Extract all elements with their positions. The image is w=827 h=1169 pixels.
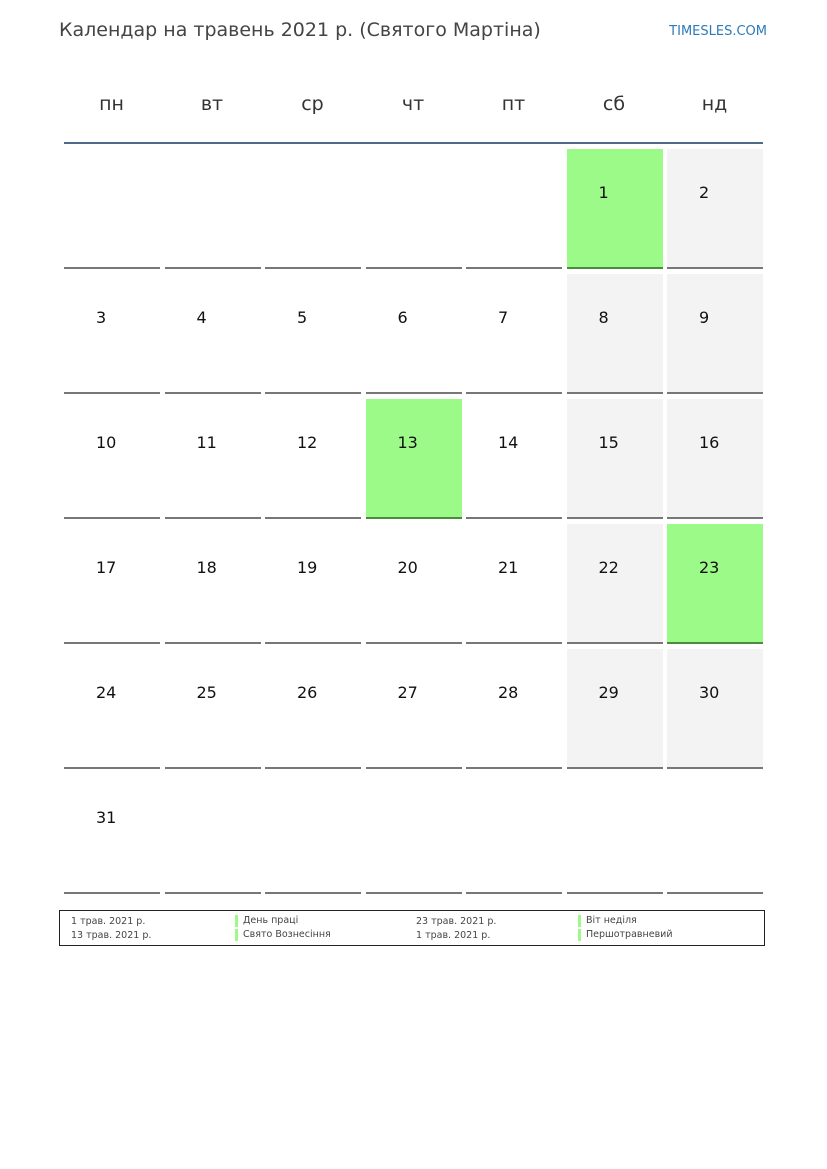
weekday-fri: пт: [501, 93, 526, 115]
day-number: 16: [699, 433, 720, 452]
day-number: 1: [598, 183, 609, 202]
empty-day-cell: [265, 774, 361, 894]
empty-day-cell: [567, 774, 663, 894]
empty-day-cell: [366, 774, 462, 894]
day-cell: [64, 274, 160, 394]
empty-day-cell: [165, 149, 261, 269]
day-number: 26: [297, 683, 318, 702]
day-number: 23: [699, 558, 720, 577]
day-cell: [567, 399, 663, 519]
day-cell: [366, 524, 462, 644]
day-number: 30: [699, 683, 720, 702]
day-number: 21: [498, 558, 519, 577]
day-cell: [265, 524, 361, 644]
day-cell: [366, 274, 462, 394]
day-number: 29: [598, 683, 619, 702]
legend-holiday-name: Віт неділя: [578, 915, 637, 927]
site-brand-link[interactable]: TIMESLES.COM: [669, 24, 767, 39]
day-number: 8: [598, 308, 609, 327]
legend-date: 1 трав. 2021 р.: [416, 930, 491, 941]
day-cell: [64, 399, 160, 519]
day-number: 22: [598, 558, 619, 577]
day-number: 14: [498, 433, 519, 452]
day-number: 12: [297, 433, 318, 452]
holiday-legend: [59, 910, 765, 946]
day-cell: [667, 149, 763, 269]
weekday-mon: пн: [99, 93, 124, 115]
day-cell: [64, 649, 160, 769]
day-cell: [567, 274, 663, 394]
day-cell: [667, 524, 763, 644]
header-divider: [64, 142, 763, 144]
legend-holiday-name: Першотравневий: [578, 929, 673, 941]
day-number: 27: [397, 683, 418, 702]
day-cell: [567, 524, 663, 644]
day-number: 20: [397, 558, 418, 577]
weekday-wed: ср: [301, 93, 324, 115]
weekday-sun: нд: [701, 93, 728, 115]
legend-date: 13 трав. 2021 р.: [71, 930, 152, 941]
day-cell: [667, 399, 763, 519]
day-number: 4: [196, 308, 207, 327]
legend-date: 1 трав. 2021 р.: [71, 916, 146, 927]
empty-day-cell: [165, 774, 261, 894]
day-number: 2: [699, 183, 710, 202]
empty-day-cell: [466, 149, 562, 269]
day-cell: [466, 274, 562, 394]
day-cell: [366, 399, 462, 519]
day-cell: [667, 274, 763, 394]
day-cell: [165, 274, 261, 394]
day-cell: [567, 149, 663, 269]
weekday-thu: чт: [401, 93, 425, 115]
day-number: 7: [498, 308, 509, 327]
day-cell: [466, 399, 562, 519]
day-number: 18: [196, 558, 217, 577]
empty-day-cell: [265, 149, 361, 269]
day-number: 15: [598, 433, 619, 452]
weekday-tue: вт: [200, 93, 224, 115]
day-number: 3: [96, 308, 107, 327]
legend-date: 23 трав. 2021 р.: [416, 916, 497, 927]
calendar-grid: [64, 149, 764, 895]
day-number: 11: [196, 433, 217, 452]
empty-day-cell: [667, 774, 763, 894]
day-number: 5: [297, 308, 308, 327]
day-cell: [64, 774, 160, 894]
day-cell: [165, 399, 261, 519]
day-number: 13: [397, 433, 418, 452]
day-number: 31: [96, 808, 117, 827]
page-title: Календар на травень 2021 р. (Святого Мартіна): [59, 19, 541, 41]
day-number: 24: [96, 683, 117, 702]
day-number: 10: [96, 433, 117, 452]
day-cell: [265, 399, 361, 519]
empty-day-cell: [64, 149, 160, 269]
weekday-header-row: [64, 80, 764, 130]
day-number: 9: [699, 308, 710, 327]
day-number: 25: [196, 683, 217, 702]
day-cell: [366, 649, 462, 769]
empty-day-cell: [466, 774, 562, 894]
day-number: 19: [297, 558, 318, 577]
day-cell: [165, 649, 261, 769]
day-cell: [466, 649, 562, 769]
day-cell: [265, 274, 361, 394]
day-number: 17: [96, 558, 117, 577]
weekday-sat: сб: [602, 93, 626, 115]
day-cell: [265, 649, 361, 769]
day-cell: [165, 524, 261, 644]
legend-holiday-name: День праці: [235, 915, 298, 927]
day-cell: [567, 649, 663, 769]
day-cell: [466, 524, 562, 644]
day-cell: [64, 524, 160, 644]
day-number: 28: [498, 683, 519, 702]
day-cell: [667, 649, 763, 769]
empty-day-cell: [366, 149, 462, 269]
day-number: 6: [397, 308, 408, 327]
legend-holiday-name: Свято Вознесіння: [235, 929, 331, 941]
